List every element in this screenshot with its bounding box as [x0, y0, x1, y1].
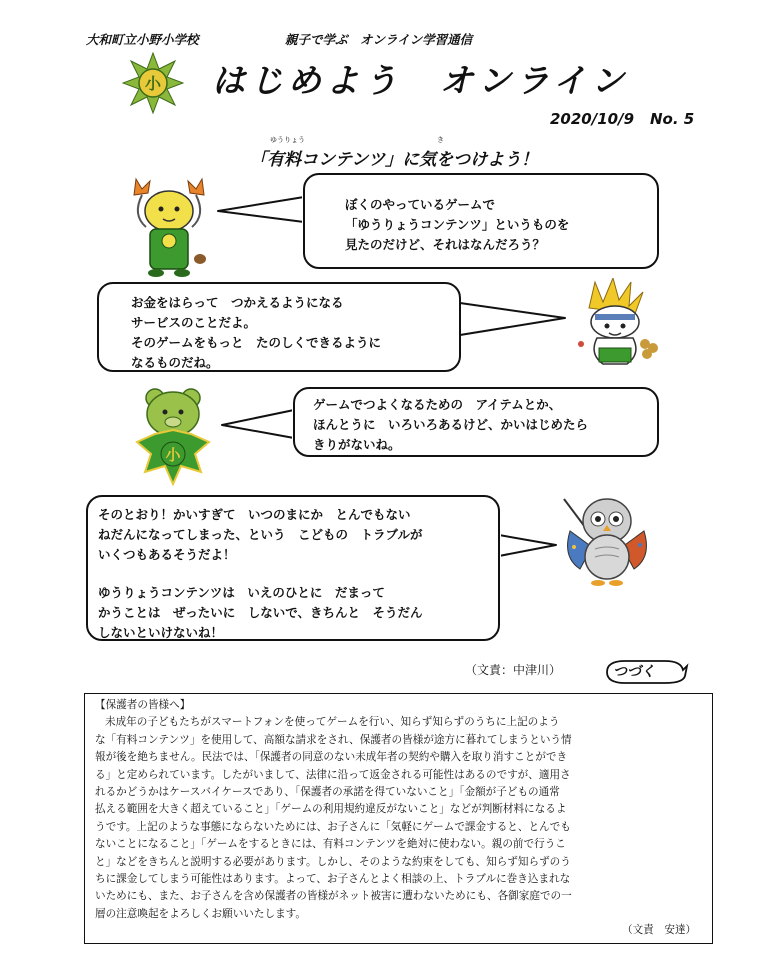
speech-bubble-4	[86, 495, 500, 641]
newsletter-subtitle: 親子で学ぶ オンライン学習通信	[285, 32, 473, 47]
parent-notice-box	[84, 693, 713, 944]
headline-ruby-yuryo: ゆうりょう	[270, 136, 305, 144]
headline-ruby-ki: き	[437, 136, 444, 144]
mascot-turtle-character-icon	[125, 384, 221, 486]
newsletter-title: はじめよう オンライン	[212, 61, 630, 100]
bubble-3-line-1: ゲームでつよくなるための アイテムとか、	[313, 397, 562, 412]
notice-line-6: 払える範囲を大きく超えていること」「ゲームの利用規約違反がないこと」などが判断材料になるよ	[95, 803, 567, 816]
bubble-3-line-2: ほんとうに いろいろあるけど、かいはじめたら	[313, 417, 589, 432]
notice-line-5: れるかどうかはケースバイケースであり、「保護者の承諾を得ていないこと」「金額が子どもの通常	[95, 786, 560, 799]
notice-line-2: な「有料コンテンツ」を使用して、高額な請求をされ、保護者の皆様が途方に暮れてしまうという情	[95, 733, 572, 746]
notice-line-8: ないことになること」「ゲームをするときには、有料コンテンツを絶対に使わない。親の前で行うこ	[95, 838, 566, 851]
bubble-3-line-3: きりがないね。	[313, 437, 401, 452]
bubble-4-line-2: ねだんになってしまった、という こどもの トラブルが	[98, 527, 423, 542]
notice-line-4: る」と定められています。したがいまして、法律に沿って返金される可能性はあるのですが、適用さ	[95, 768, 571, 781]
bubble-2-line-3: そのゲームをもっと たのしくできるように	[131, 335, 382, 350]
bubble-2-line-1: お金をはらって つかえるようになる	[131, 295, 344, 310]
logo-char: 小	[144, 74, 162, 93]
bubble-1-line-2: 「ゆうりょうコンテンツ」というものを	[345, 217, 570, 232]
svg-text:小: 小	[165, 446, 181, 464]
bubble-4-line-1: そのとおり！かいすぎて いつのまにか とんでもない	[98, 507, 411, 522]
notice-line-9: と」などをきちんと説明する必要があります。しかし、そのような約束をしても、知らず知らずのう	[95, 855, 571, 868]
notice-heading: 【保護者の皆様へ】	[95, 699, 191, 711]
headline: 「有料コンテンツ」に気をつけよう！	[250, 150, 539, 170]
notice-line-10: ちに課金してしまう可能性はあります。よって、お子さんとよく相談の上、トラブルに巻き込まれな	[95, 873, 571, 886]
school-name: 大和町立小野小学校	[86, 32, 199, 47]
notice-line-7: うです。上記のような事態にならないためには、お子さんに「気軽にゲームで課金すると、とんでも	[95, 820, 571, 833]
credit-author-1: （文責：中津川）	[465, 663, 562, 677]
bubble-2-line-2: サービスのことだよ。	[131, 315, 257, 330]
mascot-flame-character-icon	[569, 278, 661, 374]
bubble-1-line-1: ぼくのやっているゲームで	[345, 197, 496, 212]
notice-line-11: いためにも、また、お子さんを含め保護者の皆様がネット被害に遭わないためにも、各御家庭での一	[95, 890, 572, 903]
bubble-4-line-6: しないといけないね！	[98, 625, 224, 640]
notice-line-12: 層の注意喚起をよろしくお願いいたします。	[95, 907, 307, 920]
speech-bubble-1	[303, 173, 659, 269]
mascot-leaf-character-icon	[128, 175, 210, 280]
bubble-2-line-4: なるものだね。	[131, 355, 219, 370]
bubble-4-line-5: かうことは ぜったいに しないで、きちんと そうだん	[98, 605, 423, 620]
speech-bubble-2	[97, 282, 461, 372]
issue-number: No. 5	[650, 110, 695, 128]
speech-bubble-3	[293, 387, 659, 457]
continue-label: つづく	[613, 664, 655, 680]
notice-line-3: 報が後を絶ちません。民法では、「保護者の同意のない未成年者の契約や購入を取り消すことができ	[95, 751, 568, 764]
mascot-owl-character-icon	[562, 487, 652, 591]
credit-author-2: （文責 安達）	[622, 924, 697, 936]
notice-line-1: 未成年の子どもたちがスマートフォンを使ってゲームを行い、知らず知らずのうちに上記のよう	[105, 716, 560, 729]
bubble-1-line-3: 見たのだけど、それはなんだろう？	[345, 237, 546, 252]
issue-date: 2020/10/9	[550, 110, 635, 128]
bubble-4-line-4: ゆうりょうコンテンツは いえのひとに だまって	[98, 585, 385, 600]
bubble-4-line-3: いくつもあるそうだよ！	[98, 547, 236, 562]
